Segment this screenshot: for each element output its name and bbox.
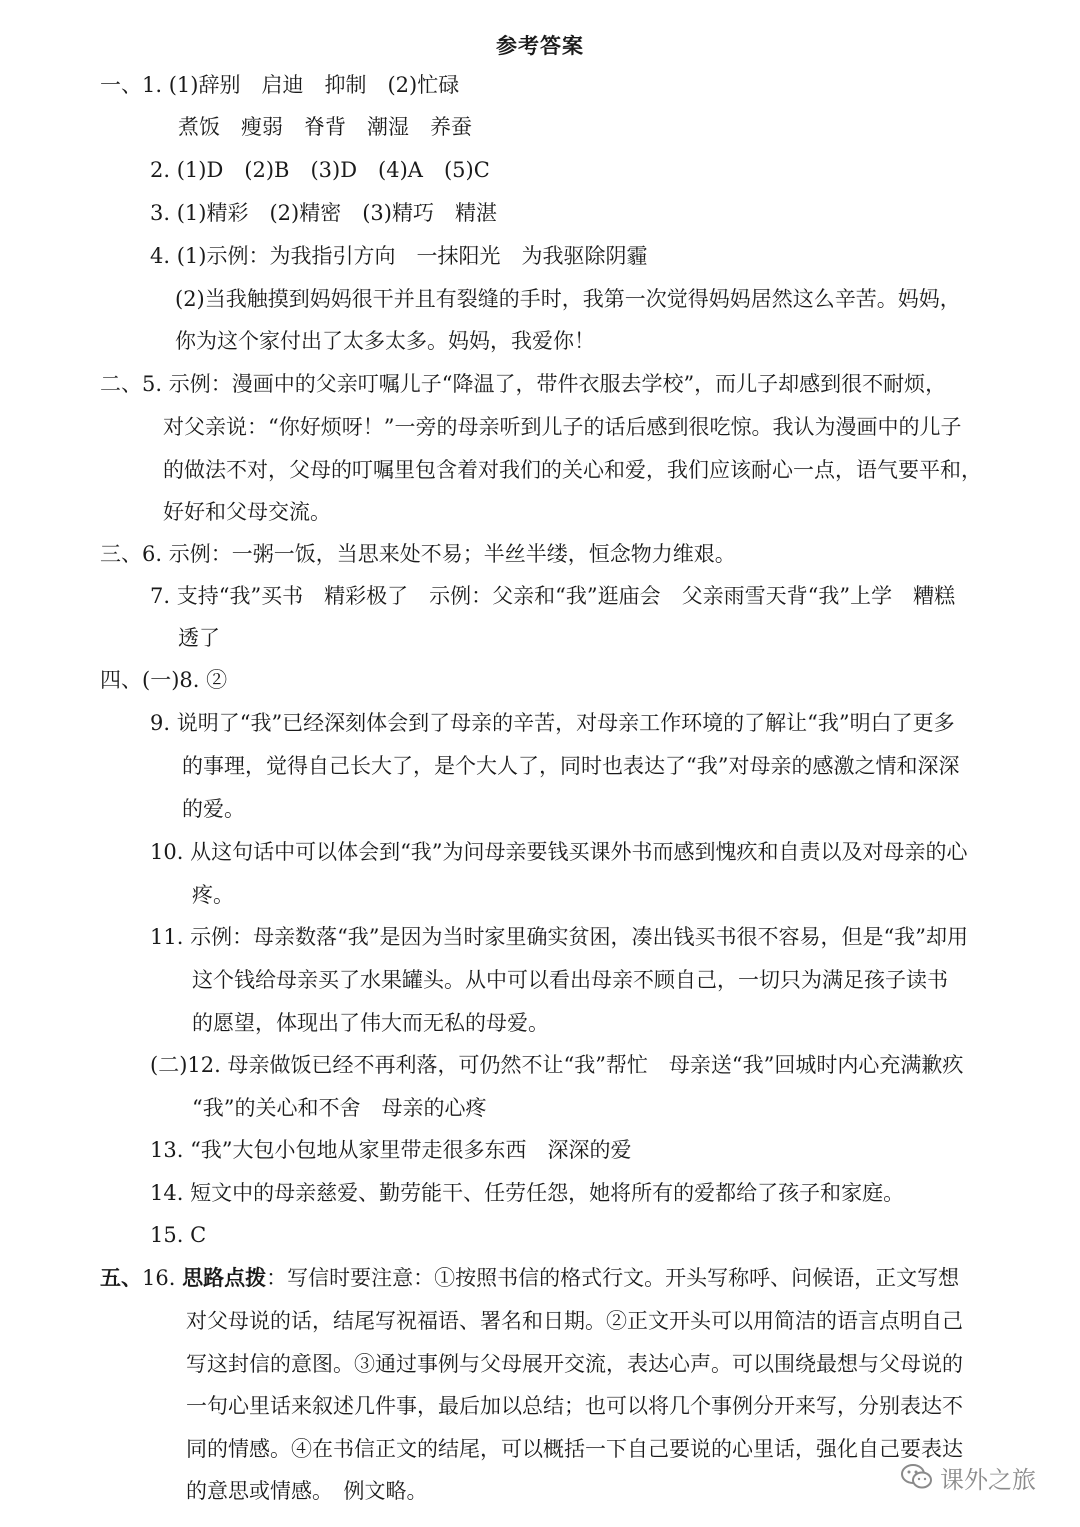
page-title: 参考答案 bbox=[496, 34, 584, 58]
question-number: 16. bbox=[142, 1266, 176, 1290]
tip-text: 写信时要注意：①按照书信的格式行文。开头写称呼、问候语，正文写想 bbox=[287, 1266, 960, 1290]
answer-line-26: 13. “我”大包小包地从家里带走很多东西 深深的爱 bbox=[150, 1138, 632, 1162]
answer-line-8: 二、5. 示例：漫画中的父亲叮嘱儿子“降温了，带件衣服去学校”，而儿子却感到很不耐烦， bbox=[100, 372, 947, 396]
answer-line-32: 一句心里话来叙述几件事，最后加以总结；也可以将几个事例分开来写，分别表达不 bbox=[186, 1394, 963, 1418]
answer-line-2: 煮饭 瘦弱 脊背 潮湿 养蚕 bbox=[178, 115, 472, 139]
answer-line-21: 11. 示例：母亲数落“我”是因为当时家里确实贫困，凑出钱买书很不容易，但是“我”却用 bbox=[150, 925, 969, 949]
watermark bbox=[900, 1457, 1070, 1497]
answer-line-7: 你为这个家付出了太多太多。妈妈，我爱你！ bbox=[175, 329, 595, 353]
tip-colon: ： bbox=[266, 1266, 288, 1290]
answer-line-5: 4. (1)示例：为我指引方向 一抹阳光 为我驱除阴霾 bbox=[150, 244, 648, 268]
answer-line-30: 对父母说的话，结尾写祝福语、署名和日期。②正文开头可以用简洁的语言点明自己 bbox=[186, 1309, 963, 1333]
answer-line-28: 15. C bbox=[150, 1223, 207, 1247]
answer-line-12: 三、6. 示例：一粥一饭，当思来处不易；半丝半缕，恒念物力维艰。 bbox=[100, 542, 736, 566]
answer-line-34: 的意思或情感。 例文略。 bbox=[186, 1479, 428, 1503]
answer-line-31: 写这封信的意图。③通过事例与父母展开交流，表达心声。可以围绕最想与父母说的 bbox=[186, 1352, 963, 1376]
answer-line-14: 透了 bbox=[178, 626, 220, 650]
answer-line-1: 一、1. (1)辞别 启迪 抑制 (2)忙碌 bbox=[100, 73, 460, 97]
answer-line-18: 的爱。 bbox=[182, 797, 245, 821]
answer-line-6: (2)当我触摸到妈妈很干并且有裂缝的手时，我第一次觉得妈妈居然这么辛苦。妈妈， bbox=[175, 287, 961, 311]
wechat-icon bbox=[900, 1462, 934, 1492]
answer-line-15: 四、(一)8. ② bbox=[100, 668, 228, 692]
answer-line-10: 的做法不对，父母的叮嘱里包含着对我们的关心和爱，我们应该耐心一点，语气要平和， bbox=[163, 458, 982, 482]
answer-line-9: 对父亲说：“你好烦呀！”一旁的母亲听到儿子的话后感到很吃惊。我认为漫画中的儿子 bbox=[163, 415, 962, 439]
answer-line-16: 9. 说明了“我”已经深刻体会到了母亲的辛苦，对母亲工作环境的了解让“我”明白了更多 bbox=[150, 711, 955, 735]
tip-label: 思路点拨 bbox=[182, 1266, 267, 1290]
watermark-text: 课外之旅 bbox=[940, 1465, 1036, 1494]
section-marker: 五、 bbox=[100, 1266, 142, 1290]
answer-line-22: 这个钱给母亲买了水果罐头。从中可以看出母亲不顾自己，一切只为满足孩子读书 bbox=[192, 968, 948, 992]
answer-line-29 bbox=[100, 1263, 959, 1293]
answer-line-4: 3. (1)精彩 (2)精密 (3)精巧 精湛 bbox=[150, 201, 497, 225]
answer-line-25: “我”的关心和不舍 母亲的心疼 bbox=[192, 1096, 487, 1120]
answer-line-17: 的事理，觉得自己长大了，是个大人了，同时也表达了“我”对母亲的感激之情和深深 bbox=[182, 754, 960, 778]
answer-line-20: 疼。 bbox=[192, 883, 234, 907]
answer-line-24: (二)12. 母亲做饭已经不再利落，可仍然不让“我”帮忙 母亲送“我”回城时内心充满歉疚 bbox=[150, 1053, 964, 1077]
answer-line-13: 7. 支持“我”买书 精彩极了 示例：父亲和“我”逛庙会 父亲雨雪天背“我”上学 糟糕 bbox=[150, 584, 956, 608]
answer-line-33: 同的情感。④在书信正文的结尾，可以概括一下自己要说的心里话，强化自己要表达 bbox=[186, 1437, 963, 1461]
answer-line-3: 2. (1)D (2)B (3)D (4)A (5)C bbox=[150, 158, 490, 182]
answer-line-11: 好好和父母交流。 bbox=[163, 500, 331, 524]
answer-line-27: 14. 短文中的母亲慈爱、勤劳能干、任劳任怨，她将所有的爱都给了孩子和家庭。 bbox=[150, 1181, 905, 1205]
answer-line-23: 的愿望，体现出了伟大而无私的母爱。 bbox=[192, 1011, 549, 1035]
answer-line-19: 10. 从这句话中可以体会到“我”为问母亲要钱买课外书而感到愧疚和自责以及对母亲的心 bbox=[150, 840, 968, 864]
